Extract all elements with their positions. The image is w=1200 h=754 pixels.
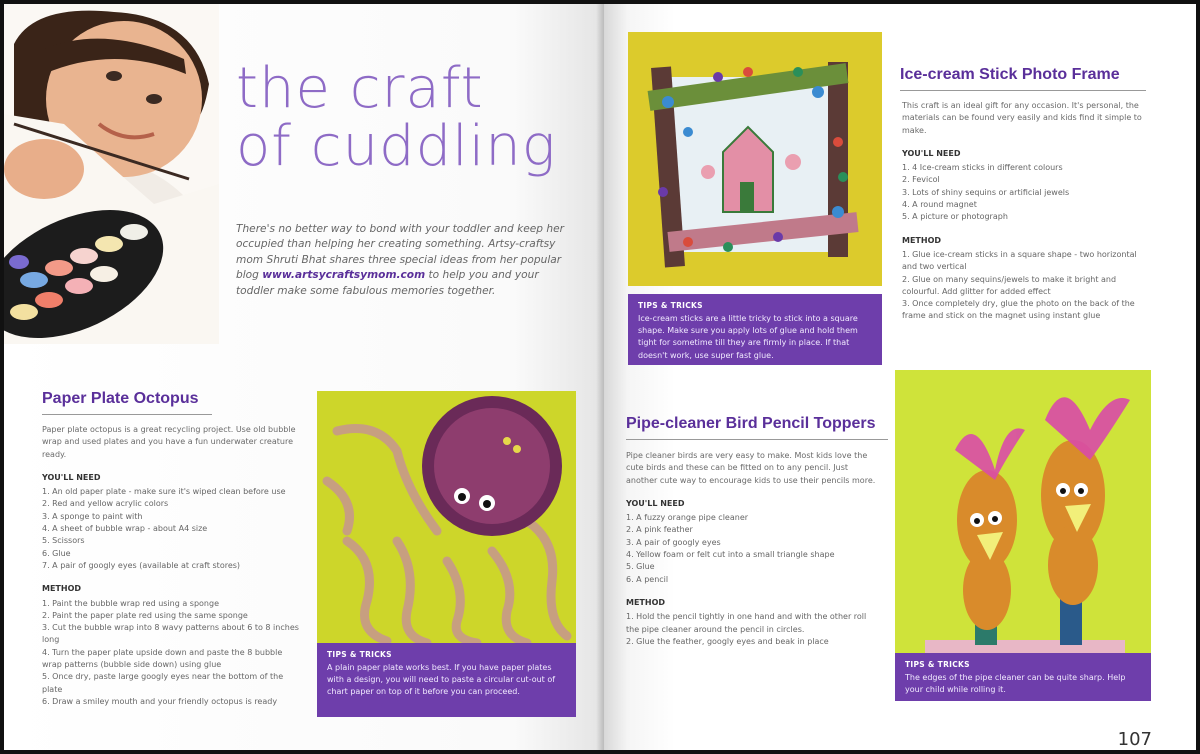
list-item: 5. Glue [626, 562, 655, 572]
left-page [4, 4, 604, 750]
octopus-description: Paper plate octopus is a great recycling project. Use old bubble wrap and used plates and you have a fun underwater creature ready. [42, 425, 296, 459]
octopus-needs-heading: YOU'LL NEED [42, 472, 101, 482]
intro-text-end: to help you and your toddler make some fabulous memories together. [236, 269, 539, 297]
list-item: 4. A round magnet [902, 200, 977, 210]
frame-description: This craft is an ideal gift for any occasion. It's personal, the materials can be found very easily and kids find it simple to make. [902, 101, 1142, 135]
list-item: 4. Turn the paper plate upside down and paste the 8 bubble wrap patterns (bubble side down) using glue [42, 647, 283, 670]
list-item: 5. Once dry, paste large googly eyes near the bottom of the plate [42, 672, 284, 694]
list-item: 2. Paint the paper plate red using the same sponge [42, 610, 248, 620]
list-item: 3. A pair of googly eyes [626, 537, 721, 547]
intro-text: There's no better way to bond with your toddler and keep her occupied than helping her creating something. Artsy-craftsy mom Shruti Bhat shares three special ideas from her popular blog [236, 223, 564, 282]
frame-body [902, 100, 1150, 323]
tips-title: TIPS & TRICKS [905, 660, 970, 669]
octopus-tips-box [317, 643, 576, 717]
list-item: 2. A pink feather [626, 525, 693, 535]
frame-title: Ice-cream Stick Photo Frame [900, 66, 1146, 91]
octopus-method-heading: METHOD [42, 584, 82, 594]
list-item: 3. Lots of shiny sequins or artificial jewels [902, 187, 1070, 197]
right-page [604, 4, 1196, 750]
list-item: 4. A sheet of bubble wrap - about A4 size [42, 524, 208, 534]
list-item: 6. Glue [42, 548, 71, 558]
tips-text: The edges of the pipe cleaner can be quite sharp. Help your child while rolling it. [905, 673, 1126, 695]
list-item: 2. Fevicol [902, 175, 940, 185]
child-painting-photo [4, 4, 219, 344]
tips-text: Ice-cream sticks are a little tricky to stick into a square shape. Make sure you apply lots of glue and hold them tight for sometime till they are firmly in place. If that doesn't work, use super fast glue. [638, 314, 858, 360]
main-title-line-2: of cuddling [236, 114, 557, 179]
intro-paragraph [236, 222, 566, 299]
list-item: 1. Glue ice-cream sticks in a square shape - two horizontal and two vertical [902, 249, 1137, 272]
list-item: 5. Scissors [42, 536, 85, 546]
tips-title: TIPS & TRICKS [327, 650, 392, 659]
frame-needs-heading: YOU'LL NEED [902, 148, 961, 158]
list-item: 2. Glue the feather, googly eyes and beak in place [626, 636, 829, 646]
frame-method-heading: METHOD [902, 235, 942, 245]
frame-photo [628, 32, 882, 286]
list-item: 1. An old paper plate - make sure it's wiped clean before use [42, 487, 286, 497]
bird-needs-heading: YOU'LL NEED [626, 498, 685, 508]
list-item: 2. Glue on many sequins/jewels to make it bright and colourful. Add glitter for added effect [902, 274, 1117, 296]
list-item: 1. A fuzzy orange pipe cleaner [626, 513, 749, 523]
list-item: 1. Hold the pencil tightly in one hand and with the other roll the pipe cleaner around the pencil in circles. [626, 612, 867, 634]
list-item: 4. Yellow foam or felt cut into a small triangle shape [626, 550, 835, 560]
octopus-title: Paper Plate Octopus [42, 390, 212, 415]
octopus-photo [317, 391, 576, 643]
bird-method-list [626, 611, 878, 648]
bird-body [626, 450, 878, 648]
list-item: 5. A picture or photograph [902, 212, 1008, 222]
frame-method-list [902, 249, 1150, 323]
frame-needs-list [902, 162, 1150, 223]
bird-method-heading: METHOD [626, 597, 666, 607]
bird-title: Pipe-cleaner Bird Pencil Toppers [626, 415, 888, 440]
octopus-needs-list [42, 486, 304, 572]
tips-text: A plain paper plate works best. If you have paper plates with a design, you will need to paste a circular cut-out of chart paper on top of it before you can proceed. [327, 663, 556, 697]
list-item: 3. Cut the bubble wrap into 8 wavy patterns about 6 to 8 inches long [42, 623, 299, 645]
list-item: 3. Once completely dry, glue the photo on the back of the frame and stick on the magnet using instant glue [902, 299, 1135, 321]
list-item: 6. Draw a smiley mouth and your friendly octopus is ready [42, 696, 278, 706]
blog-url-link[interactable]: www.artsycraftsymom.com [262, 269, 426, 282]
bird-needs-list [626, 512, 878, 586]
list-item: 1. Paint the bubble wrap red using a sponge [42, 598, 219, 608]
bird-tips-box [895, 653, 1151, 701]
main-title [236, 56, 557, 179]
list-item: 1. 4 Ice-cream sticks in different colours [902, 163, 1063, 173]
main-title-line-1: the craft [236, 56, 484, 121]
octopus-method-list [42, 598, 304, 709]
list-item: 2. Red and yellow acrylic colors [42, 499, 169, 509]
bird-description: Pipe cleaner birds are very easy to make. Most kids love the cute birds and these can be fitted on to any pencil. Just another cute way to encourage kids to use their pencils more. [626, 451, 876, 485]
octopus-body [42, 424, 304, 708]
frame-tips-box [628, 294, 882, 365]
list-item: 7. A pair of googly eyes (available at craft stores) [42, 560, 241, 570]
list-item: 6. A pencil [626, 574, 669, 584]
magazine-spread [4, 4, 1196, 750]
tips-title: TIPS & TRICKS [638, 301, 703, 310]
page-number: 107 [1117, 729, 1152, 750]
list-item: 3. A sponge to paint with [42, 511, 143, 521]
bird-photo [895, 370, 1151, 653]
